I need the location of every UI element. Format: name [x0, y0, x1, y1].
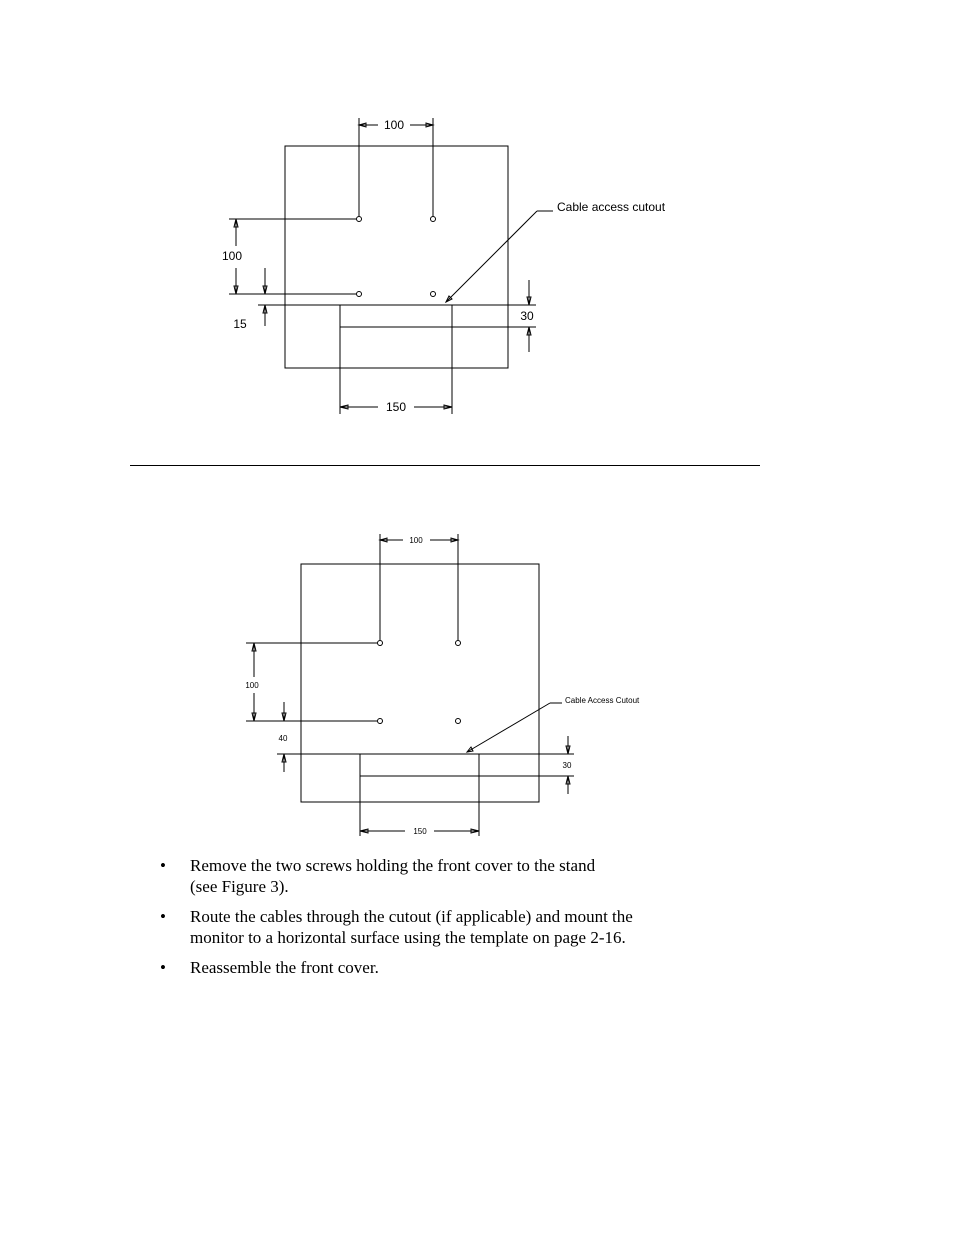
dimension-label: 150 [413, 827, 427, 836]
stand-base-outline [285, 146, 508, 368]
dimension-label: 100 [409, 536, 423, 545]
callout-label: Cable access cutout [557, 200, 666, 214]
mounting-hole [431, 217, 436, 222]
cable-cutout-outline [360, 754, 479, 776]
mounting-hole [378, 719, 383, 724]
mounting-hole [456, 719, 461, 724]
instruction-text: Remove the two screws holding the front cover to the stand [190, 856, 596, 875]
mounting-template-figure-top [0, 0, 954, 460]
bullet-marker: • [160, 958, 166, 977]
instruction-item [160, 906, 780, 948]
dimension-label: 15 [233, 317, 247, 331]
dimension-label: 100 [383, 118, 405, 132]
mounting-hole [431, 292, 436, 297]
instruction-text: Reassemble the front cover. [190, 958, 379, 977]
instruction-text: Route the cables through the cutout (if applicable) and mount the [190, 907, 633, 926]
mounting-hole [378, 641, 383, 646]
instruction-text: monitor to a horizontal surface using the template on page 2-16. [190, 928, 626, 947]
instruction-text: (see Figure 3). [190, 877, 289, 896]
instruction-item [160, 957, 780, 978]
cable-cutout-outline [340, 305, 452, 327]
section-divider [130, 465, 760, 466]
instruction-item [160, 855, 780, 897]
callout-label: Cable Access Cutout [565, 696, 640, 705]
bullet-marker: • [160, 907, 166, 926]
mounting-hole [357, 292, 362, 297]
dimension-label: 100 [221, 249, 243, 263]
mounting-template-figure-bottom [0, 470, 954, 850]
instruction-list [160, 855, 780, 987]
mounting-hole [456, 641, 461, 646]
dimension-label: 40 [278, 734, 288, 743]
bullet-marker: • [160, 856, 166, 875]
dimension-label: 30 [562, 761, 572, 770]
dimension-label: 100 [245, 681, 259, 690]
dimension-label: 150 [385, 400, 407, 414]
mounting-hole [357, 217, 362, 222]
stand-base-outline [301, 564, 539, 802]
dimension-label: 30 [520, 309, 534, 323]
